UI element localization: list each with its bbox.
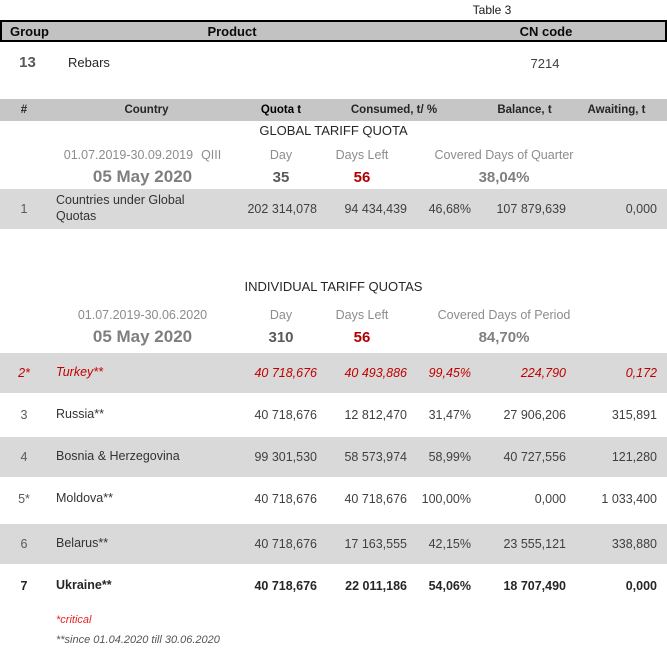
row-awaiting: 315,891 [611,408,657,422]
row-awaiting: 1 033,400 [601,492,657,506]
row-consumed: 94 434,439 [344,202,407,216]
footnotes [0,614,667,646]
row-consumed-pct: 42,15% [428,537,471,551]
individual-period [0,308,245,322]
table-row-bosnia [0,437,667,477]
row-awaiting: 338,880 [611,537,657,551]
global-covered-value: 38,04% [478,168,530,186]
individual-days-left-label: Days Left [335,308,389,322]
row-awaiting: 0,000 [625,202,657,216]
row-consumed-pct: 58,99% [428,450,471,464]
individual-period-range: 01.07.2019-30.06.2020 [77,308,208,322]
row-consumed: 12 812,470 [344,408,407,422]
row-number: 5* [18,492,30,506]
row-quota: 40 718,676 [254,408,317,422]
table-caption: Table 3 [472,3,512,17]
table-row-moldova [0,477,667,521]
row-country: Ukraine** [56,578,112,593]
global-values-row [0,165,667,189]
individual-values-row [0,325,667,349]
col-quota-header: Quota t [260,104,302,116]
group-header-label: Group [10,23,49,39]
global-current-date: 05 May 2020 [92,167,193,186]
row-consumed-pct: 100,00% [421,492,471,506]
col-balance-header: Balance, t [497,104,552,116]
product-header-label: Product [207,23,257,39]
global-days-left-value: 56 [353,168,371,186]
row-balance: 0,000 [534,492,566,506]
row-country: Russia** [56,407,104,422]
row-quota: 202 314,078 [247,202,317,216]
row-awaiting: 0,000 [625,579,657,593]
row-consumed: 58 573,974 [344,450,407,464]
column-header-row [0,99,667,121]
individual-current-date: 05 May 2020 [92,327,193,346]
row-country: Bosnia & Herzegovina [56,449,180,464]
row-country: Moldova** [56,491,113,506]
row-balance: 107 879,639 [496,202,566,216]
global-period-quarter: QIII [201,148,222,162]
row-country: Turkey** [56,365,104,380]
global-period-range: 01.07.2019-30.09.2019 [63,148,194,162]
row-awaiting: 0,172 [625,366,657,380]
product-row [0,54,667,74]
row-balance: 23 555,121 [503,537,566,551]
individual-days-left-value: 56 [353,328,371,346]
row-quota: 40 718,676 [254,492,317,506]
table-row-ukraine [0,564,667,608]
row-number: 4 [20,450,28,464]
row-country: Belarus** [56,536,109,551]
row-quota: 99 301,530 [254,450,317,464]
row-consumed: 22 011,186 [345,579,407,593]
row-country: Countries under Global Quotas [56,193,185,223]
table-row-global-quotas [0,189,667,229]
row-quota: 40 718,676 [254,537,317,551]
row-number: 6 [20,537,28,551]
global-section-title: GLOBAL TARIFF QUOTA [259,123,408,138]
global-days-left-label: Days Left [335,148,389,162]
global-day-label: Day [269,148,293,162]
row-number: 3 [20,408,28,422]
row-consumed-pct: 99,45% [428,366,471,380]
row-awaiting: 121,280 [611,450,657,464]
individual-day-label: Day [269,308,293,322]
row-consumed: 40 493,886 [344,366,407,380]
row-consumed-pct: 54,06% [428,579,471,593]
individual-covered-value: 84,70% [478,328,530,346]
col-awaiting-header: Awaiting, t [587,104,646,116]
row-number: 7 [20,579,28,593]
row-quota: 40 718,676 [254,366,317,380]
individual-section-title: INDIVIDUAL TARIFF QUOTAS [244,279,423,294]
row-consumed: 17 163,555 [344,537,407,551]
row-consumed: 40 718,676 [344,492,407,506]
table-row-russia [0,393,667,437]
row-number: 1 [20,202,28,216]
individual-day-value: 310 [268,328,294,346]
col-country-header: Country [124,104,169,116]
group-number: 13 [19,54,36,71]
footnote-critical: *critical [56,614,92,626]
row-quota: 40 718,676 [254,579,317,593]
row-consumed-pct: 46,68% [428,202,471,216]
col-consumed-header: Consumed, t/ % [350,104,438,116]
global-day-value: 35 [272,168,290,186]
product-name: Rebars [68,55,110,70]
row-consumed-pct: 31,47% [428,408,471,422]
cn-code-header-label: CN code [519,23,573,39]
col-number-header: # [20,104,28,116]
individual-covered-label: Covered Days of Period [437,308,571,322]
global-covered-label: Covered Days of Quarter [434,148,574,162]
row-balance: 27 906,206 [503,408,566,422]
row-balance: 224,790 [520,366,566,380]
global-labels-row [0,145,667,165]
group-product-header-row [0,20,667,42]
footnote-since: **since 01.04.2020 till 30.06.2020 [56,634,220,646]
individual-labels-row [0,305,667,325]
row-number: 2* [18,366,30,380]
cn-code-value: 7214 [530,56,560,71]
row-balance: 40 727,556 [503,450,566,464]
table-row-belarus [0,524,667,564]
row-balance: 18 707,490 [503,579,566,593]
global-period [0,148,245,162]
table-row-turkey [0,353,667,393]
